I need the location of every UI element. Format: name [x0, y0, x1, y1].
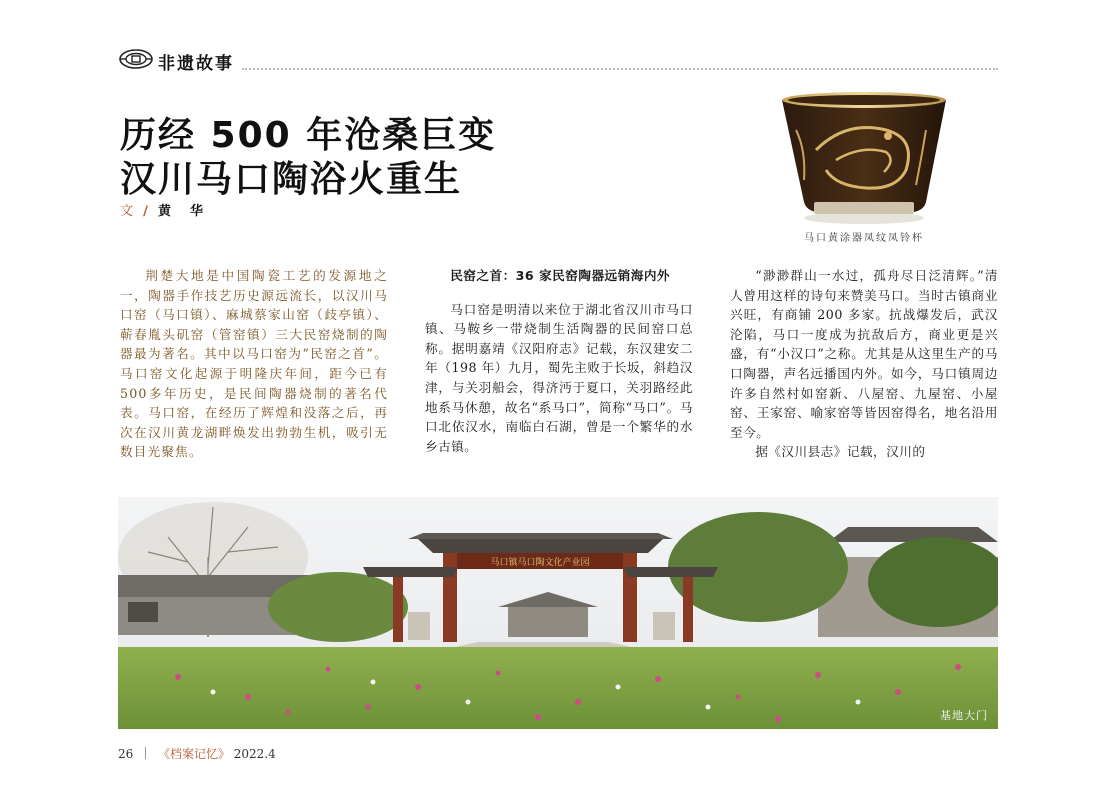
section-logo-icon: [118, 48, 154, 70]
header-dotted-rule: [242, 68, 998, 70]
article-title: [120, 114, 640, 202]
intro-column: [120, 266, 388, 462]
photo-caption: 基地大门: [940, 709, 988, 722]
author-label: 文: [120, 204, 137, 219]
author-byline: [120, 200, 206, 219]
gate-scene-image: [118, 497, 998, 729]
title-line-2: 汉川马口陶浴火重生: [120, 159, 463, 200]
body-paragraph: “渺渺群山一水过，孤舟尽日泛清辉。”清人曾用这样的诗句来赞美马口。当时古镇商业兴旺，有商铺 200 多家。抗战爆发后，武汉沦陷，马口一度成为抗敌后方，商业更是兴盛，有“小汉口”之称。尤其是从这里生产的马口陶器，声名远播国内外。如今，马口镇周边许多自然村如窑新、八屋窑、九屋窑、小屋窑、王家窑、喻家窑等皆因窑得名，地名沿用至今。: [730, 268, 998, 440]
section-header: [118, 46, 998, 74]
author-name: 黄 华: [158, 204, 207, 219]
phoenix-cup-image: [776, 90, 952, 228]
body-column-3: [730, 266, 998, 462]
body-column-2: [425, 266, 693, 456]
section-subhead: 民窑之首：36 家民窑陶器远销海内外: [450, 268, 671, 283]
footer-divider: [145, 747, 146, 759]
issue-number: 2022.4: [233, 747, 276, 761]
page-number: 26: [118, 747, 134, 761]
body-paragraph: 据《汉川县志》记载，汉川的: [755, 444, 926, 460]
intro-paragraph: 荆楚大地是中国陶瓷工艺的发源地之一，陶器手作技艺历史源远流长，以汉川马口窑（马口镇）、麻城蔡家山窑（歧亭镇）、蕲春胤头矶窑（管窑镇）三大民窑烧制的陶器最为著名。其中以马口窑为“民窑之首”。马口窑文化起源于明隆庆年间，距今已有500多年历史，是民间陶器烧制的著名代表。马口窑，在经历了辉煌和没落之后，再次在汉川黄龙湖畔焕发出勃勃生机，吸引无数目光聚焦。: [120, 268, 388, 460]
author-slash: /: [143, 204, 151, 219]
magazine-name: 《档案记忆》: [157, 747, 230, 761]
title-line-1: 历经 500 年沧桑巨变: [120, 115, 497, 156]
base-gate-photo: [118, 497, 998, 729]
body-paragraph: 马口窑是明清以来位于湖北省汉川市马口镇、马鞍乡一带烧制生活陶器的民间窑口总称。据明嘉靖《汉阳府志》记载，东汉建安二年（198 年）九月，蜀先主败于长坂，斜趋汉津，与关羽船会，得济沔于夏口，关羽路经此地系马休憩，故名“系马口”，简称“马口”。马口北依汉水，南临白石湖，曾是一个繁华的水乡古镇。: [425, 301, 693, 454]
section-title: 非遗故事: [158, 54, 234, 74]
cup-caption: 马口黄涂器凤纹凤铃杯: [804, 233, 924, 244]
cup-photo: [776, 90, 952, 228]
gate-sign: 马口镇马口陶文化产业园: [490, 558, 590, 568]
page-footer: [118, 745, 276, 762]
